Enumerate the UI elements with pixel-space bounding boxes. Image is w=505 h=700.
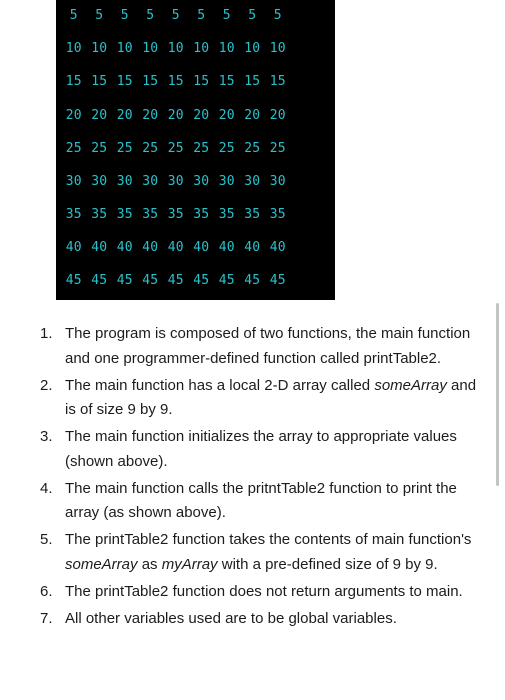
console-cell: 5 <box>248 8 257 23</box>
console-cell: 25 <box>116 141 133 156</box>
list-item-number: 6. <box>40 582 53 600</box>
console-cell: 10 <box>142 41 159 56</box>
console-cell: 40 <box>269 240 286 255</box>
list-item-number: 4. <box>40 479 53 497</box>
console-cell: 20 <box>167 108 184 123</box>
console-cell: 15 <box>116 74 133 89</box>
scrollbar[interactable] <box>496 303 499 486</box>
console-cell: 25 <box>244 141 261 156</box>
console-cell: 20 <box>244 108 261 123</box>
console-cell: 10 <box>65 41 82 56</box>
console-cell: 5 <box>171 8 180 23</box>
console-cell: 35 <box>116 207 133 222</box>
console-row <box>61 271 291 291</box>
console-cell: 45 <box>91 273 108 288</box>
console-cell: 40 <box>65 240 82 255</box>
console-cell: 25 <box>167 141 184 156</box>
console-row <box>61 205 291 225</box>
list-item <box>40 580 485 605</box>
console-cell: 45 <box>142 273 159 288</box>
console-cell: 20 <box>91 108 108 123</box>
console-output <box>56 0 335 300</box>
list-item <box>40 607 485 632</box>
console-cell: 35 <box>91 207 108 222</box>
console-cell: 20 <box>269 108 286 123</box>
console-cell: 35 <box>167 207 184 222</box>
list-item-text <box>65 580 463 605</box>
text-run: All other variables used are to be global variables. <box>65 609 397 627</box>
console-cell: 10 <box>116 41 133 56</box>
list-item <box>40 322 485 371</box>
list-item-number: 2. <box>40 376 53 394</box>
console-cell: 25 <box>269 141 286 156</box>
console-cell: 20 <box>65 108 82 123</box>
list-item-text <box>65 607 397 632</box>
console-cell: 40 <box>244 240 261 255</box>
console-cell: 40 <box>193 240 210 255</box>
text-run: The main function has a local 2-D array called <box>65 376 375 394</box>
requirements-list <box>40 322 485 634</box>
text-run: The main function initializes the array to appropriate values (shown above). <box>65 428 457 470</box>
list-item-text <box>65 322 485 371</box>
list-item-number: 5. <box>40 531 53 548</box>
console-cell: 25 <box>142 141 159 156</box>
console-cell: 35 <box>142 207 159 222</box>
console-row <box>61 106 291 126</box>
list-item-number: 7. <box>40 609 53 627</box>
list-item-text <box>65 528 485 577</box>
console-cell: 30 <box>218 174 235 189</box>
console-cell: 25 <box>218 141 235 156</box>
list-item-number: 1. <box>40 325 53 342</box>
console-cell: 20 <box>142 108 159 123</box>
console-cell: 5 <box>197 8 206 23</box>
console-cell: 5 <box>222 8 231 23</box>
console-cell: 40 <box>167 240 184 255</box>
emphasis-text: myArray <box>161 555 218 573</box>
list-item-text <box>65 374 485 423</box>
console-cell: 30 <box>142 174 159 189</box>
console-cell: 40 <box>142 240 159 255</box>
console-cell: 30 <box>116 174 133 189</box>
console-cell: 25 <box>91 141 108 156</box>
console-cell: 10 <box>167 41 184 56</box>
list-item-text <box>65 425 485 474</box>
console-cell: 45 <box>269 273 286 288</box>
console-cell: 10 <box>218 41 235 56</box>
text-run: The printTable2 function takes the contents of main function's <box>65 531 472 548</box>
console-cell: 10 <box>91 41 108 56</box>
console-cell: 5 <box>273 8 282 23</box>
console-cell: 45 <box>167 273 184 288</box>
text-run: with a pre-defined size of 9 by 9. <box>217 555 438 573</box>
console-cell: 15 <box>65 74 82 89</box>
console-cell: 15 <box>218 74 235 89</box>
console-cell: 15 <box>244 74 261 89</box>
list-item <box>40 477 485 526</box>
console-cell: 30 <box>167 174 184 189</box>
console-cell: 20 <box>218 108 235 123</box>
console-cell: 35 <box>218 207 235 222</box>
console-cell: 45 <box>218 273 235 288</box>
console-cell: 35 <box>244 207 261 222</box>
console-cell: 45 <box>244 273 261 288</box>
console-cell: 40 <box>91 240 108 255</box>
console-cell: 45 <box>65 273 82 288</box>
console-cell: 45 <box>193 273 210 288</box>
console-cell: 15 <box>193 74 210 89</box>
console-row <box>61 238 291 258</box>
emphasis-text: someArray <box>374 376 447 394</box>
console-cell: 15 <box>167 74 184 89</box>
console-row <box>61 72 291 92</box>
list-item <box>40 528 485 577</box>
console-cell: 25 <box>65 141 82 156</box>
console-cell: 45 <box>116 273 133 288</box>
console-cell: 20 <box>116 108 133 123</box>
text-run: as <box>137 555 162 573</box>
console-row <box>61 39 291 59</box>
list-item-text <box>65 477 485 526</box>
console-row <box>61 6 291 26</box>
console-cell: 10 <box>193 41 210 56</box>
console-cell: 15 <box>269 74 286 89</box>
text-run: The printTable2 function does not return arguments to main. <box>65 582 463 600</box>
console-cell: 5 <box>69 8 78 23</box>
console-cell: 25 <box>193 141 210 156</box>
text-run: The main function calls the pritntTable2 function to print the array (as shown above). <box>65 479 457 521</box>
console-row <box>61 172 291 192</box>
emphasis-text: someArray <box>65 555 138 573</box>
console-cell: 15 <box>142 74 159 89</box>
console-cell: 30 <box>244 174 261 189</box>
list-item <box>40 425 485 474</box>
console-cell: 20 <box>193 108 210 123</box>
console-cell: 5 <box>95 8 104 23</box>
console-cell: 15 <box>91 74 108 89</box>
console-cell: 10 <box>269 41 286 56</box>
text-run: The program is composed of two functions, the main function and one programmer-defined function called printTable2. <box>65 325 471 367</box>
console-cell: 40 <box>218 240 235 255</box>
text-run: and is of size 9 by 9. <box>65 376 477 418</box>
console-cell: 35 <box>65 207 82 222</box>
console-cell: 5 <box>146 8 155 23</box>
console-cell: 30 <box>269 174 286 189</box>
list-item-number: 3. <box>40 428 53 445</box>
console-cell: 30 <box>91 174 108 189</box>
console-cell: 40 <box>116 240 133 255</box>
console-cell: 5 <box>120 8 129 23</box>
console-cell: 30 <box>65 174 82 189</box>
console-cell: 30 <box>193 174 210 189</box>
list-item <box>40 374 485 423</box>
console-cell: 10 <box>244 41 261 56</box>
console-row <box>61 139 291 159</box>
console-cell: 35 <box>193 207 210 222</box>
console-cell: 35 <box>269 207 286 222</box>
